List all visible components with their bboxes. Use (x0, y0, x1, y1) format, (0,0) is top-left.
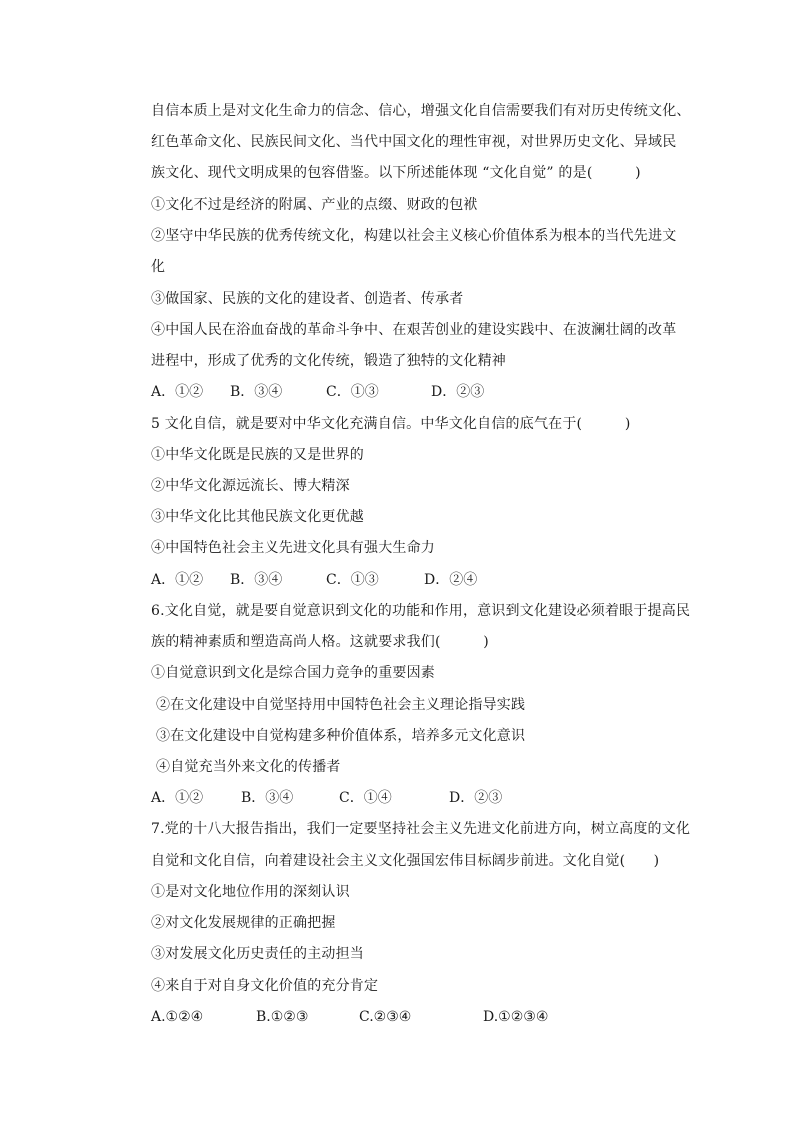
q6-stem-line-1: 6.文化自觉，就是要自觉意识到文化的功能和作用，意识到文化建设必须着眼于提高民 (151, 603, 691, 619)
q4-option-4: ④中国人民在浴血奋战的革命斗争中、在艰苦创业的建设实践中、在波澜壮阔的改革 (151, 322, 677, 338)
q6-option-2: ②在文化建设中自觉坚持用中国特色社会主义理论指导实践 (156, 697, 526, 713)
q4-stem-line-2: 红色革命文化、民族民间文化、当代中国文化的理性审视，对世界历史文化、异域民 (151, 134, 677, 150)
q4-choice-d: D．②③ (431, 384, 485, 400)
q4-choice-a: A．①② (151, 384, 204, 400)
q7-option-4: ④来自于对自身文化价值的充分肯定 (151, 978, 379, 994)
q6-choice-c: C．①④ (339, 790, 392, 806)
q4-option-4-cont: 进程中，形成了优秀的文化传统，锻造了独特的文化精神 (151, 353, 506, 369)
q7-option-3: ③对发展文化历史责任的主动担当 (151, 946, 364, 962)
q7-stem-line-1: 7.党的十八大报告指出，我们一定要坚持社会主义先进文化前进方向，树立高度的文化 (151, 821, 691, 837)
q6-choice-d: D．②③ (449, 790, 503, 806)
q5-choice-b: B．③④ (230, 572, 283, 588)
q6-option-3: ③在文化建设中自觉构建多种价值体系，培养多元文化意识 (156, 728, 526, 744)
q5-choice-d: D．②④ (424, 572, 478, 588)
q7-choice-a: A.①②④ (151, 1009, 204, 1025)
q7-choice-c: C.②③④ (359, 1009, 412, 1025)
q7-choice-b: B.①②③ (256, 1009, 309, 1025)
q5-option-3: ③中华文化比其他民族文化更优越 (151, 509, 364, 525)
q4-choice-b: B．③④ (230, 384, 283, 400)
q6-choice-b: B．③④ (241, 790, 294, 806)
q6-stem-line-2: 族的精神素质和塑造高尚人格。这就要求我们( ) (151, 634, 489, 650)
q5-stem: 5 文化自信，就是要对中华文化充满自信。中华文化自信的底气在于( ) (151, 416, 631, 432)
q5-option-1: ①中华文化既是民族的又是世界的 (151, 447, 364, 463)
q4-option-3: ③做国家、民族的文化的建设者、创造者、传承者 (151, 291, 464, 307)
q4-option-1: ①文化不过是经济的附属、产业的点缀、财政的包袱 (151, 197, 478, 213)
q4-stem-line-1: 自信本质上是对文化生命力的信念、信心，增强文化自信需要我们有对历史传统文化、 (151, 103, 691, 119)
q4-option-2-cont: 化 (151, 259, 166, 275)
q6-option-1: ①自觉意识到文化是综合国力竞争的重要因素 (151, 665, 435, 681)
q7-stem-line-2: 自觉和文化自信，向着建设社会主义文化强国宏伟目标阔步前进。文化自觉( ) (151, 853, 660, 869)
q5-choice-a: A．①② (151, 572, 204, 588)
q5-option-2: ②中华文化源远流长、博大精深 (151, 478, 350, 494)
q6-choice-a: A．①② (151, 790, 204, 806)
q5-option-4: ④中国特色社会主义先进文化具有强大生命力 (151, 540, 435, 556)
q4-choice-c: C．①③ (326, 384, 379, 400)
q7-option-1: ①是对文化地位作用的深刻认识 (151, 884, 350, 900)
q6-option-4: ④自觉充当外来文化的传播者 (156, 759, 341, 775)
q7-choice-d: D.①②③④ (483, 1009, 549, 1025)
q4-option-2: ②坚守中华民族的优秀传统文化，构建以社会主义核心价值体系为根本的当代先进文 (151, 228, 677, 244)
q7-option-2: ②对文化发展规律的正确把握 (151, 915, 336, 931)
q4-stem-line-3: 族文化、现代文明成果的包容借鉴。以下所述能体现 “文化自觉” 的是( ) (151, 165, 641, 181)
q5-choice-c: C．①③ (326, 572, 379, 588)
